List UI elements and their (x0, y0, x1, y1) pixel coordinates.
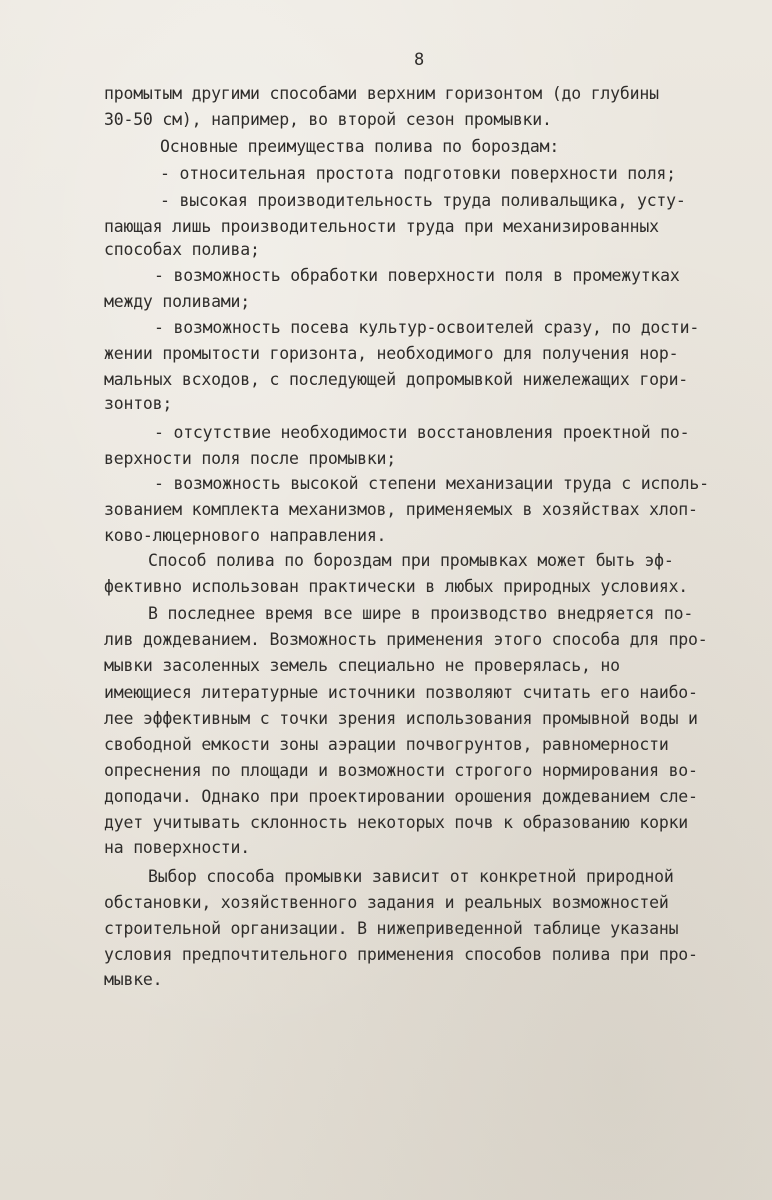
text-line: условия предпочтительного применения способов полива при про- (104, 945, 698, 964)
text-line: мывки засоленных земель специально не проверялась, но (104, 656, 620, 675)
page-number: 8 (414, 50, 425, 70)
text-line: свободной емкости зоны аэрации почвогрунтов, равномерности (104, 735, 669, 754)
text-line: - высокая производительность труда поливальщика, усту- (160, 191, 686, 210)
text-line: зонтов; (104, 394, 173, 413)
text-line: Основные преимущества полива по бороздам: (160, 137, 560, 156)
text-line: обстановки, хозяйственного задания и реальных возможностей (104, 893, 669, 912)
text-line: - возможность высокой степени механизации труда с исполь- (154, 474, 709, 493)
text-line: лив дождеванием. Возможность применения этого способа для про- (104, 630, 708, 649)
text-line: мывке. (104, 970, 163, 989)
text-line: зованием комплекта механизмов, применяемых в хозяйствах хлоп- (104, 500, 698, 519)
text-line: верхности поля после промывки; (104, 449, 397, 468)
text-line: 30-50 см), например, во второй сезон промывки. (104, 110, 552, 129)
text-line: между поливами; (104, 292, 251, 311)
text-line: на поверхности. (104, 838, 251, 857)
text-line: В последнее время все шире в производство внедряется по- (148, 604, 694, 623)
text-line: - отсутствие необходимости восстановления проектной по- (154, 423, 690, 442)
text-line: мальных всходов, с последующей допромывкой нижележащих гори- (104, 370, 689, 389)
text-line: имеющиеся литературные источники позволяют считать его наибо- (104, 683, 698, 702)
text-line: жении промытости горизонта, необходимого для получения нор- (104, 344, 679, 363)
text-line: строительной организации. В нижеприведенной таблице указаны (104, 919, 679, 938)
text-line: Выбор способа промывки зависит от конкретной природной (148, 867, 674, 886)
text-line: - возможность обработки поверхности поля в промежутках (154, 266, 680, 285)
text-line: доподачи. Однако при проектировании орошения дождеванием сле- (104, 787, 698, 806)
text-line: ково-люцернового направления. (104, 526, 387, 545)
text-line: пающая лишь производительности труда при механизированных (104, 217, 659, 236)
text-line: промытым другими способами верхним горизонтом (до глубины (104, 84, 659, 103)
text-line: фективно использован практически в любых природных условиях. (104, 577, 689, 596)
text-line: дует учитывать склонность некоторых почв к образованию корки (104, 813, 689, 832)
text-line: - возможность посева культур-освоителей сразу, по дости- (154, 318, 700, 337)
text-line: опреснения по площади и возможности строгого нормирования во- (104, 761, 698, 780)
text-line: способах полива; (104, 240, 260, 259)
text-line: Способ полива по бороздам при промывках может быть эф- (148, 551, 674, 570)
text-line: - относительная простота подготовки поверхности поля; (160, 164, 676, 183)
text-line: лее эффективным с точки зрения использования промывной воды и (104, 709, 698, 728)
